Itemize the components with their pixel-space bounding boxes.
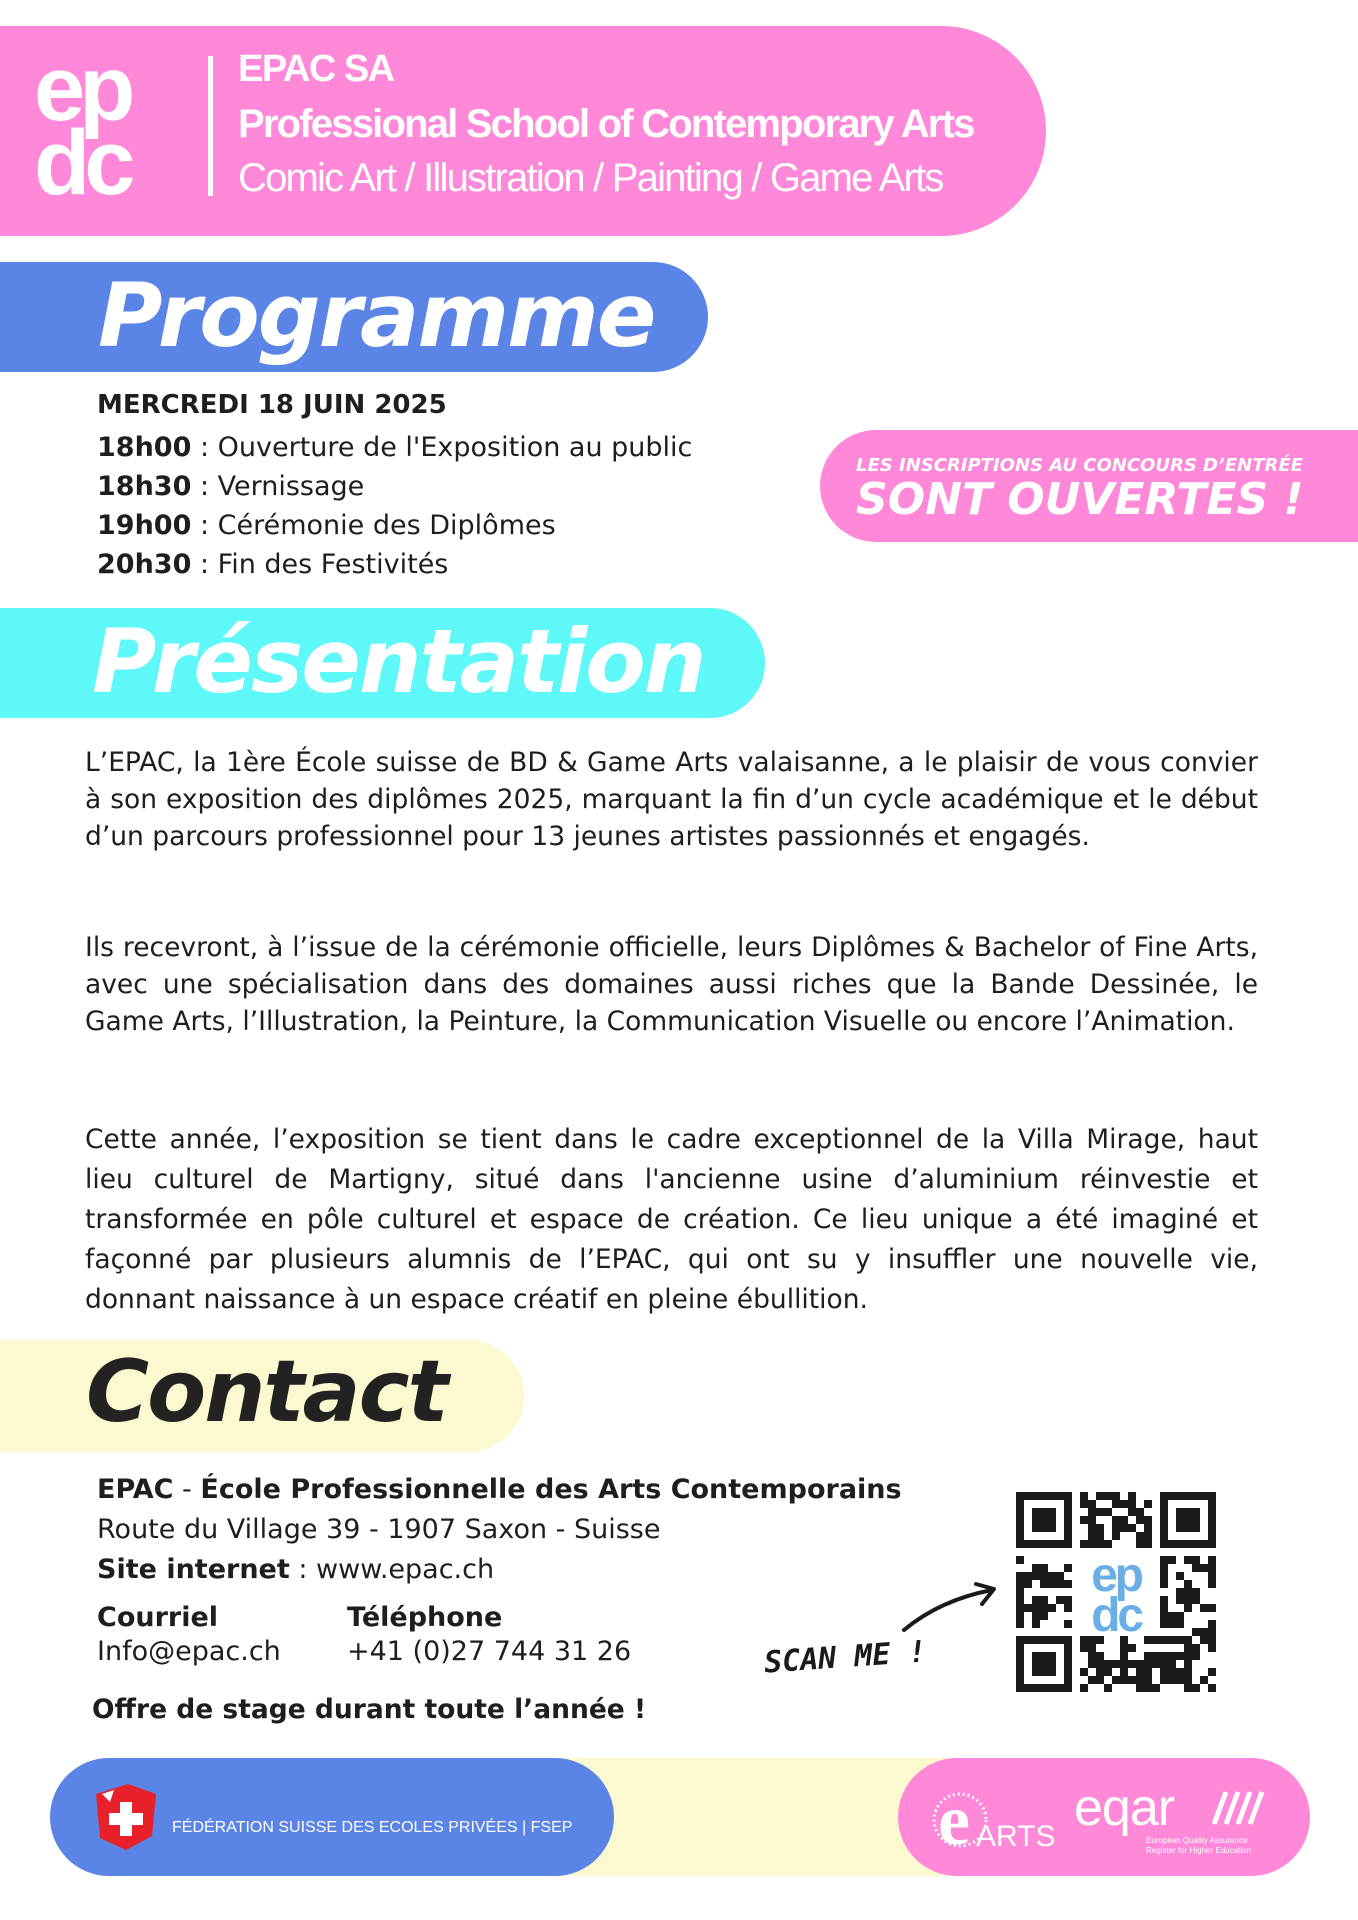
programme-label: Vernissage — [217, 471, 365, 502]
qr-module — [1128, 1644, 1136, 1652]
qr-module — [1160, 1620, 1168, 1628]
qr-module — [1096, 1492, 1104, 1500]
qr-module — [1104, 1684, 1112, 1692]
qr-module — [1104, 1540, 1112, 1548]
qr-module — [1176, 1668, 1184, 1676]
qr-module — [1160, 1556, 1168, 1564]
qr-module — [1200, 1604, 1208, 1612]
qr-module — [1128, 1500, 1136, 1508]
qr-module — [1160, 1564, 1168, 1572]
qr-module — [1176, 1636, 1184, 1644]
qr-module — [1136, 1508, 1144, 1516]
qr-module — [1040, 1572, 1048, 1580]
email-link[interactable]: Info@epac.ch — [97, 1636, 281, 1667]
svg-text:e: e — [938, 1780, 970, 1860]
qr-module — [1088, 1532, 1096, 1540]
qr-module — [1024, 1604, 1032, 1612]
qr-module — [1104, 1660, 1112, 1668]
qr-module — [1144, 1636, 1152, 1644]
qr-module — [1064, 1564, 1072, 1572]
qr-module — [1128, 1492, 1136, 1500]
qr-module — [1112, 1500, 1120, 1508]
arrow-icon — [900, 1578, 1000, 1638]
qr-module — [1192, 1564, 1200, 1572]
qr-module — [1144, 1668, 1152, 1676]
qr-module — [1184, 1596, 1192, 1604]
programme-item: 18h00 : Ouverture de l'Exposition au public — [97, 432, 693, 463]
qr-module — [1064, 1604, 1072, 1612]
qr-module — [1144, 1652, 1152, 1660]
qr-module — [1032, 1612, 1040, 1620]
qr-module — [1112, 1492, 1120, 1500]
qr-module — [1120, 1652, 1128, 1660]
qr-module — [1120, 1660, 1128, 1668]
qr-module — [1160, 1604, 1168, 1612]
qr-code[interactable] — [1016, 1492, 1216, 1692]
qr-module — [1184, 1636, 1192, 1644]
qr-module — [1192, 1596, 1200, 1604]
inscriptions-label: LES INSCRIPTIONS AU CONCOURS D’ENTRÉE — [856, 455, 1303, 476]
qr-module — [1192, 1628, 1200, 1636]
qr-module — [1192, 1652, 1200, 1660]
qr-module — [1064, 1580, 1072, 1588]
qr-module — [1080, 1684, 1088, 1692]
qr-module — [1088, 1652, 1096, 1660]
qr-module — [1184, 1580, 1192, 1588]
svg-text:ep: ep — [1091, 1549, 1141, 1603]
qr-module — [1152, 1652, 1160, 1660]
qr-module — [1200, 1676, 1208, 1684]
qr-module — [1136, 1660, 1144, 1668]
qr-module — [1184, 1676, 1192, 1684]
qr-module — [1040, 1564, 1048, 1572]
qr-module — [1048, 1604, 1056, 1612]
qr-module — [1144, 1676, 1152, 1684]
presentation-paragraph: L’EPAC, la 1ère École suisse de BD & Game Arts valaisanne, a le plaisir de vous convier à son exposition des diplômes 2025, marquant la fin d’un cycle académique et le début d’un parcours professionnel pour 13 jeunes artistes passionnés et engagés. — [85, 747, 1258, 852]
programme-label: Fin des Festivités — [217, 549, 449, 580]
qr-module — [1136, 1668, 1144, 1676]
qr-module — [1176, 1652, 1184, 1660]
qr-module — [1152, 1660, 1160, 1668]
qr-module — [1208, 1556, 1216, 1564]
qr-module — [1200, 1564, 1208, 1572]
qr-module — [1016, 1572, 1024, 1580]
qr-module — [1088, 1524, 1096, 1532]
qr-module — [1040, 1612, 1048, 1620]
programme-title: Programme — [98, 264, 655, 367]
qr-module — [1088, 1644, 1096, 1652]
qr-module — [1168, 1620, 1176, 1628]
qr-module — [1112, 1660, 1120, 1668]
programme-item: 20h30 : Fin des Festivités — [97, 549, 449, 580]
svg-text:ep: ep — [34, 52, 130, 140]
qr-module — [1104, 1668, 1112, 1676]
qr-module — [1192, 1644, 1200, 1652]
qr-module — [1176, 1588, 1184, 1596]
qr-module — [1080, 1516, 1088, 1524]
qr-module — [1120, 1500, 1128, 1508]
programme-time: 20h30 — [97, 549, 192, 580]
qr-module — [1208, 1644, 1216, 1652]
qr-module — [1096, 1508, 1104, 1516]
qr-module — [1160, 1668, 1168, 1676]
qr-module — [1208, 1580, 1216, 1588]
qr-module — [1104, 1492, 1112, 1500]
qr-module — [1120, 1644, 1128, 1652]
qr-module — [1184, 1660, 1192, 1668]
qr-module — [1208, 1628, 1216, 1636]
qr-module — [1208, 1564, 1216, 1572]
qr-module — [1208, 1604, 1216, 1612]
organization-name: EPAC - École Professionnelle des Arts Contemporains — [97, 1474, 902, 1505]
qr-module — [1128, 1524, 1136, 1532]
qr-module — [1064, 1596, 1072, 1604]
qr-module — [1136, 1684, 1144, 1692]
qr-module — [1088, 1676, 1096, 1684]
qr-module — [1144, 1684, 1152, 1692]
qr-module — [1144, 1500, 1152, 1508]
qr-module — [1096, 1652, 1104, 1660]
qr-module — [1120, 1516, 1128, 1524]
qr-module — [1168, 1636, 1176, 1644]
phone-number[interactable]: +41 (0)27 744 31 26 — [347, 1636, 632, 1667]
address: Route du Village 39 - 1907 Saxon - Suisse — [97, 1514, 661, 1545]
svg-text:ARTS: ARTS — [976, 1820, 1056, 1853]
eqar-tagline: European Quality Assurance Register for Higher Education — [1146, 1836, 1251, 1855]
qr-module — [1120, 1668, 1128, 1676]
qr-module — [1016, 1596, 1024, 1604]
qr-module — [1192, 1684, 1200, 1692]
qr-module — [1168, 1676, 1176, 1684]
qr-module — [1184, 1668, 1192, 1676]
qr-module — [1160, 1636, 1168, 1644]
qr-module — [1184, 1644, 1192, 1652]
qr-module — [1160, 1612, 1168, 1620]
qr-module — [1184, 1604, 1192, 1612]
qr-module — [1136, 1676, 1144, 1684]
qr-module — [1184, 1556, 1192, 1564]
qr-module — [1120, 1676, 1128, 1684]
programme-label: Ouverture de l'Exposition au public — [217, 432, 693, 463]
qr-module — [1016, 1580, 1024, 1588]
qr-module — [1088, 1508, 1096, 1516]
qr-module — [1048, 1572, 1056, 1580]
contact-title: Contact — [86, 1342, 447, 1442]
qr-module — [1208, 1684, 1216, 1692]
qr-module — [1152, 1684, 1160, 1692]
presentation-paragraph: Ils recevront, à l’issue de la cérémonie officielle, leurs Diplômes & Bachelor of Fine Arts, avec une spécialisation dans des domaines aussi riches que la Bande Dessinée, le Game Arts, l’Illustration, la Peinture, la Communication Visuelle ou encore l’Animation. — [85, 932, 1258, 1037]
qr-module — [1048, 1580, 1056, 1588]
qr-module — [1144, 1660, 1152, 1668]
presentation-paragraph: Cette année, l’exposition se tient dans le cadre exceptionnel de la Villa Mirage, haut lieu culturel de Martigny, situé dans l'ancienne usine d’aluminium réinvestie et transformée en pôle culturel et espace de création. Ce lieu unique a été imaginé et façonné par plusieurs alumnis de l’EPAC, qui ont su y insuffler une nouvelle vie, donnant naissance à un espace créatif en pleine ébullition. — [85, 1124, 1258, 1315]
qr-module — [1128, 1660, 1136, 1668]
header-divider — [208, 56, 213, 196]
qr-module — [1144, 1524, 1152, 1532]
qr-module — [1176, 1612, 1184, 1620]
qr-module — [1152, 1636, 1160, 1644]
qr-module — [1176, 1572, 1184, 1580]
qr-module — [1016, 1612, 1024, 1620]
qr-module — [1032, 1596, 1040, 1604]
qr-module — [1208, 1668, 1216, 1676]
svg-text:dc: dc — [1091, 1589, 1141, 1643]
qr-module — [1080, 1492, 1088, 1500]
programme-item: 18h30 : Vernissage — [97, 471, 365, 502]
qr-module — [1184, 1652, 1192, 1660]
school-fields: Comic Art / Illustration / Painting / Game Arts — [238, 156, 943, 200]
qr-module — [1056, 1596, 1064, 1604]
email-label: Courriel — [97, 1602, 219, 1633]
qr-module — [1016, 1588, 1024, 1596]
qr-module — [1032, 1572, 1040, 1580]
qr-module — [1088, 1540, 1096, 1548]
qr-module — [1200, 1636, 1208, 1644]
qr-module — [1096, 1660, 1104, 1668]
swiss-shield-icon — [88, 1780, 162, 1854]
qr-module — [1112, 1676, 1120, 1684]
qr-module — [1160, 1580, 1168, 1588]
programme-label: Cérémonie des Diplômes — [217, 510, 556, 541]
qr-module — [1040, 1596, 1048, 1604]
qr-module — [1096, 1668, 1104, 1676]
qr-module — [1040, 1580, 1048, 1588]
qr-module — [1096, 1524, 1104, 1532]
qr-module — [1176, 1620, 1184, 1628]
presentation-title: Présentation — [92, 610, 705, 713]
qr-module — [1032, 1620, 1040, 1628]
qr-module — [1160, 1660, 1168, 1668]
eqar-slashes-icon — [1212, 1790, 1268, 1826]
school-name: EPAC SA — [238, 48, 394, 90]
qr-module — [1144, 1532, 1152, 1540]
qr-module — [1096, 1676, 1104, 1684]
qr-module — [1144, 1516, 1152, 1524]
phone-label: Téléphone — [347, 1602, 503, 1633]
qr-module — [1160, 1676, 1168, 1684]
programme-time: 19h00 — [97, 510, 192, 541]
qr-module — [1032, 1564, 1040, 1572]
qr-module — [1192, 1588, 1200, 1596]
qr-module — [1144, 1540, 1152, 1548]
programme-date: MERCREDI 18 JUIN 2025 — [97, 390, 447, 420]
qr-module — [1120, 1524, 1128, 1532]
qr-module — [1160, 1652, 1168, 1660]
qr-module — [1080, 1500, 1088, 1508]
qr-module — [1104, 1508, 1112, 1516]
qr-module — [1200, 1628, 1208, 1636]
qr-module — [1168, 1652, 1176, 1660]
qr-module — [1096, 1540, 1104, 1548]
qr-module — [1088, 1660, 1096, 1668]
website-line: Site internet : www.epac.ch — [97, 1554, 495, 1585]
qr-module — [1016, 1620, 1024, 1628]
qr-module — [1016, 1604, 1024, 1612]
inscriptions-headline: SONT OUVERTES ! — [856, 474, 1304, 525]
qr-module — [1160, 1572, 1168, 1580]
qr-module — [1056, 1580, 1064, 1588]
qr-module — [1208, 1636, 1216, 1644]
qr-module — [1080, 1644, 1088, 1652]
qr-module — [1032, 1604, 1040, 1612]
qr-module — [1080, 1668, 1088, 1676]
qr-module — [1208, 1620, 1216, 1628]
epac-logo — [34, 52, 194, 202]
qr-module — [1112, 1516, 1120, 1524]
qr-module — [1080, 1540, 1088, 1548]
qr-module — [1064, 1620, 1072, 1628]
qr-module — [1168, 1668, 1176, 1676]
qr-module — [1024, 1572, 1032, 1580]
fsep-label: FÉDÉRATION SUISSE DES ECOLES PRIVÉES | FSEP — [172, 1819, 573, 1836]
eqar-wordmark: eqar — [1074, 1779, 1175, 1837]
programme-time: 18h30 — [97, 471, 192, 502]
qr-module — [1128, 1508, 1136, 1516]
qr-module — [1088, 1516, 1096, 1524]
qr-module — [1136, 1540, 1144, 1548]
qr-module — [1112, 1524, 1120, 1532]
qr-module — [1168, 1612, 1176, 1620]
earts-logo — [930, 1764, 1060, 1868]
qr-module — [1168, 1556, 1176, 1564]
qr-module — [1208, 1572, 1216, 1580]
qr-module — [1096, 1532, 1104, 1540]
qr-module — [1016, 1556, 1024, 1564]
qr-module — [1136, 1516, 1144, 1524]
scan-me-label: SCAN ME ! — [762, 1634, 928, 1681]
qr-module — [1168, 1660, 1176, 1668]
qr-module — [1184, 1588, 1192, 1596]
qr-module — [1128, 1676, 1136, 1684]
qr-module — [1176, 1596, 1184, 1604]
qr-module — [1056, 1572, 1064, 1580]
qr-module — [1040, 1604, 1048, 1612]
programme-item: 19h00 : Cérémonie des Diplômes — [97, 510, 556, 541]
website-link[interactable]: www.epac.ch — [316, 1554, 495, 1585]
programme-time: 18h00 — [97, 432, 192, 463]
qr-module — [1192, 1556, 1200, 1564]
qr-module — [1080, 1636, 1088, 1644]
qr-module — [1024, 1580, 1032, 1588]
svg-text:dc: dc — [34, 112, 130, 202]
qr-module — [1112, 1532, 1120, 1540]
qr-module — [1184, 1684, 1192, 1692]
internship-offer: Offre de stage durant toute l’année ! — [92, 1694, 647, 1725]
qr-module — [1160, 1596, 1168, 1604]
qr-module — [1088, 1500, 1096, 1508]
school-subtitle: Professional School of Contemporary Arts — [238, 102, 974, 146]
qr-module — [1136, 1532, 1144, 1540]
qr-module — [1176, 1676, 1184, 1684]
